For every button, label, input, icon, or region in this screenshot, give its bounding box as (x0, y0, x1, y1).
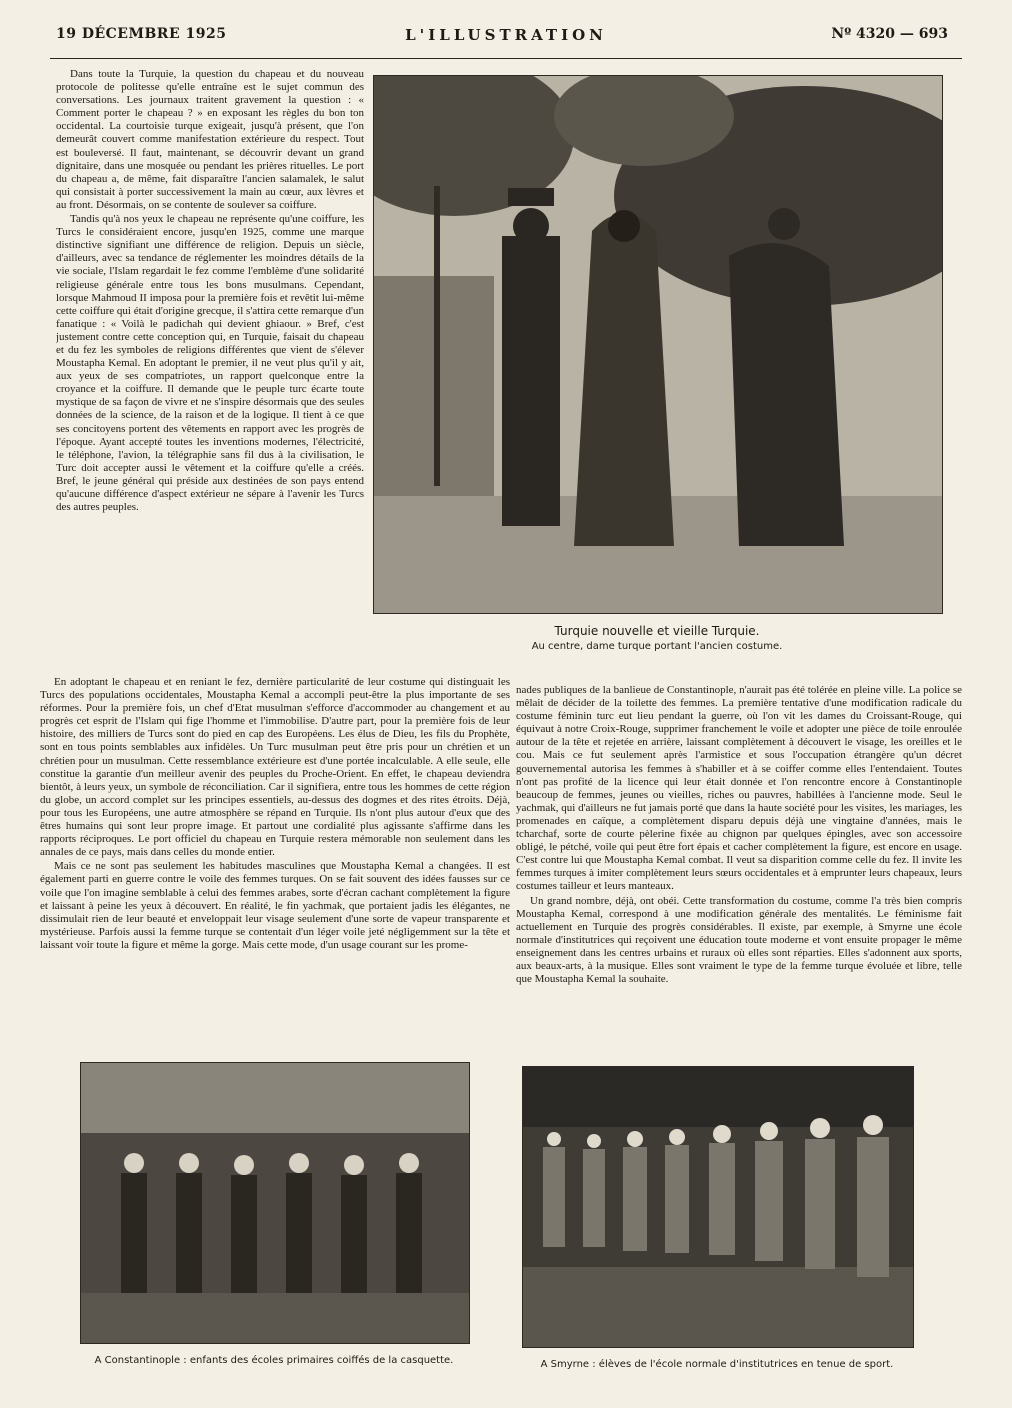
paragraph: Mais ce ne sont pas seulement les habitudes masculines que Moustapha Kemal a changées. Il est également parti en guerre contre le voile des femmes turques. On se fait souvent des idées fausses sur ce voile que l'on imagine semblable à celui des femmes arabes, sorte d'écran cachant complètement la figure et laissant à peine les yeux à découvert. En réalité, le fin yachmak, que portaient jadis les élégantes, ne dissimulait rien de leur beauté et enveloppait leur visage seulement d'une sorte de vapeur transparente et mystérieuse. Parfois aussi la femme turque se contentait d'un léger voile jeté négligemment sur la tête et laissant voir toute la figure et même la gorge. Mais cette mode, d'un usage courant sur les prome- (40, 860, 510, 951)
article-column-mid-left (40, 676, 510, 1030)
header-rule (50, 58, 962, 59)
photo-smyrna-students-image (523, 1067, 913, 1347)
issue-date: 19 DÉCEMBRE 1925 (56, 26, 227, 42)
photo-constantinople-children (80, 1062, 470, 1344)
paragraph: Tandis qu'à nos yeux le chapeau ne représente qu'une coiffure, les Turcs le considéraient encore, jusqu'en 1925, comme une marque distinctive signifiant une différence de religion. Depuis un siècle, d'ailleurs, avec sa tendance de réglementer les moindres détails de la vie sociale, l'Islam regardait le fez comme l'emblème d'une solidarité religieuse générale entre tous les bons musulmans. Cependant, lorsque Mahmoud II imposa pour la première fois et revêtit lui-même cette coiffure qui était d'origine grecque, il s'attira cette remarque d'un fanatique : « Voilà le padichah qui devient ghiaour. » Bref, c'est justement contre cette conception qui, en Turquie, faisait du chapeau et du fez les symboles de religions différentes que vient de s'élever Moustapha Kemal. En adoptant le premier, il ne veut plus qu'il y ait, aux yeux de ses compatriotes, un rapport quelconque entre la croyance et la coiffure. Il demande que le peuple turc écarte toute mystique de sa façon de vivre et ne s'inspire désormais que des seules données de la science, de la raison et de la logique. Il tient à ce que ses concitoyens portent des vêtements en rapport avec les progrès de l'époque. Ayant accepté toutes les inventions modernes, l'électricité, le téléphone, l'avion, la télégraphie sans fil dus à la civilisation, le Turc doit accepter aussi le vêtement et la coiffure qu'elle a créés. Bref, le jeune général qui préside aux destinées de son pays entend qu'aucune différence d'aspect extérieur ne sépare à l'avenir les Turcs des autres peuples. (56, 213, 364, 514)
paragraph: Un grand nombre, déjà, ont obéi. Cette transformation du costume, comme l'a très bien compris Moustapha Kemal, correspond à une modification générale des mentalités. Le féminisme fait actuellement en Turquie des progrès considérables. Il existe, par exemple, à Smyrne une école normale d'institutrices qui reçoivent une éducation toute moderne et vont ensuite propager le même enseignement dans les centres urbains et ruraux où elles sont réparties. Elles s'adonnent aux sports, aux beaux-arts, à la musique. Elles sont vraiment le type de la femme turque évoluée et libre, telle que Moustapha Kemal la souhaite. (516, 894, 962, 986)
photo-turkish-family (373, 75, 943, 614)
photo-top-caption-subtitle: Au centre, dame turque portant l'ancien costume. (531, 641, 783, 652)
page-number: Nº 4320 — 693 (831, 26, 948, 42)
photo-smyrna-students (522, 1066, 914, 1348)
article-column-right (516, 684, 962, 1020)
masthead-title: L'ILLUSTRATION (405, 26, 607, 44)
paragraph: Dans toute la Turquie, la question du chapeau et du nouveau protocole de politesse qu'elle entraîne est le sujet commun des conversations. Les journaux traitent gravement la question : « Comment porter le chapeau ? » en exposant les règles du bon ton occidental. La courtoisie turque exigeait, jusqu'à présent, que l'on demeurât couvert comme manifestation extérieure du respect. Tout est bouleversé. Il faut, maintenant, se découvrir devant un grand dignitaire, dans une mosquée ou pendant les prières rituelles. Le port du chapeau a, de même, fait disparaître l'ancien salamalek, le salut qui consistait à porter successivement la main au cœur, aux lèvres et au front. Désormais, on se contente de soulever sa coiffure. (56, 68, 364, 211)
paragraph: En adoptant le chapeau et en reniant le fez, dernière particularité de leur costume qui distinguait les Turcs des populations occidentales, Moustapha Kemal a accompli peut-être la plus importante de ses réformes. Pour la première fois, un chef d'Etat musulman s'efforce d'accommoder au changement et au progrès cet esprit de l'Islam qui fige l'homme et l'immobilise. D'autre part, pour la première fois de leur histoire, des milliers de Turcs sont do pied en cap des Européens. Les élus de Dieu, les fils du Prophète, sont en tous points semblables aux infidèles. Un Turc musulman peut être pris pour un chrétien et un chrétien pour un musulman. Cette ressemblance extérieure est d'une portée incalculable. A elle seule, elle constitue la garantie d'un meilleur avenir des peuples du Proche-Orient. En effet, le chapeau deviendra bientôt, à leurs yeux, un symbole de réconciliation. Car il signifiera, entre tous les hommes de cette région du globe, un accord complet sur les principes essentiels, au-dessus des dogmes et des rites étroits. Déjà, pour tous les Européens, une autre atmosphère se répand en Turquie. Ils n'ont plus autour d'eux que des êtres humains qui sont leur propre image. Et partout une cordialité plus agissante s'affirme dans les rapports réciproques. Le port officiel du chapeau en Turquie restera mémorable non seulement dans les annales de ce pays, mais dans celles du monde entier. (40, 676, 510, 859)
photo-bottom-right-caption: A Smyrne : élèves de l'école normale d'institutrices en tenue de sport. (540, 1359, 894, 1370)
photo-bottom-left-caption: A Constantinople : enfants des écoles primaires coiffés de la casquette. (94, 1355, 454, 1366)
photo-top-caption-title: Turquie nouvelle et vieille Turquie. (554, 624, 760, 638)
article-column-left (56, 68, 364, 674)
photo-constantinople-children-image (81, 1063, 469, 1343)
photo-turkish-family-image (374, 76, 942, 613)
paragraph: nades publiques de la banlieue de Constantinople, n'aurait pas été tolérée en pleine ville. La police se mêlait de décider de la toilette des femmes. La première tentative d'une modification radicale du costume féminin turc eut lieu pendant la guerre, où l'on vit les dames du Croissant-Rouge, qui équivaut à notre Croix-Rouge, supprimer franchement le voile et adopter une pièce de toile enroulée autour de la tête et rejetée en arrière, laissant complètement à découvert le visage, les oreilles et le cou. Mais ce fut seulement après l'armistice et sous l'occupation étrangère qu'un décret gouvernemental autorisa les femmes à s'habiller et à se coiffer comme elles l'entendaient. Toutes n'ont pas profité de la licence qui leur était donnée et l'on rencontre encore à Constantinople beaucoup de femmes, jeunes ou vieilles, riches ou pauvres, habillées à l'ancienne mode. Seul le yachmak, qui d'ailleurs ne fut jamais porté que dans la haute société pour les visites, les mariages, les promenades en caïque, a complètement disparu depuis déjà une vingtaine d'années, mais le tcharchaf, sorte de courte pèlerine fixée au chignon par quelques épingles, avec son accessoire obligé, le pétché, voile qui peut être fort épais et cacher complètement la figure, est encore en usage. C'est contre lui que Moustapha Kemal combat. Il veut sa disparition comme celle du fez. Il invite les femmes turques à imiter complètement leurs sœurs occidentales et à emprunter leurs chapeaux, leurs costumes tailleur et leurs manteaux. (516, 684, 962, 893)
